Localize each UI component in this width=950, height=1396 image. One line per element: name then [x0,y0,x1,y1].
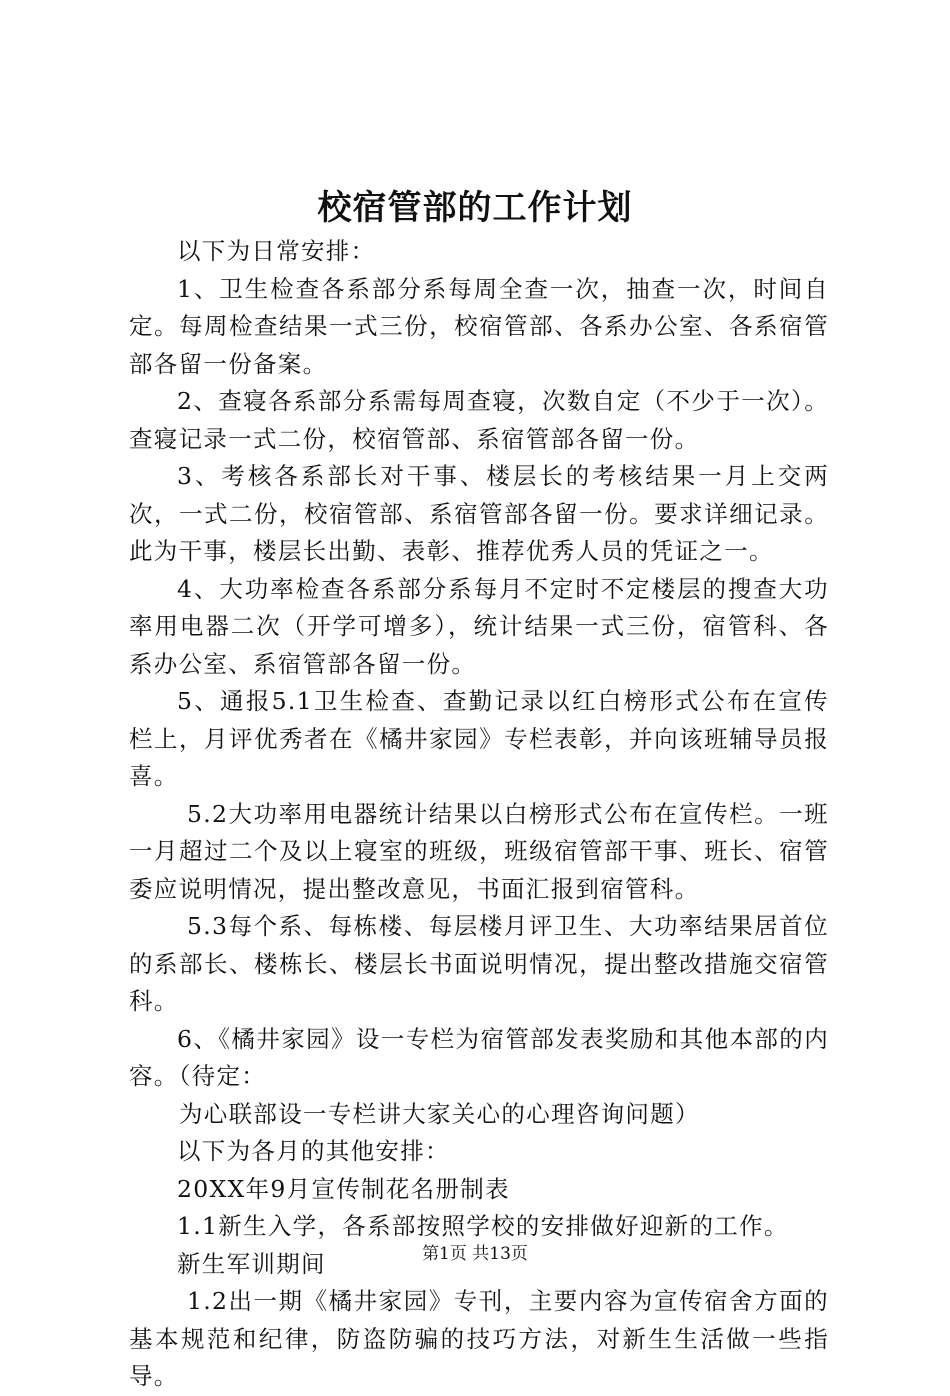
page-number-footer: 第1页 共13页 [422,1244,528,1264]
paragraph-monthly-intro: 以下为各月的其他安排： [177,1137,450,1165]
paragraph-item-5-2: 5.2大功率用电器统计结果以白榜形式公布在宣传栏。一班一月超过二个及以上寝室的班级，班级宿管部干事、班长、宿管委应说明情况，提出整改意见，书面汇报到宿管科。 [129,799,829,903]
paragraph-item-2: 2、查寝各系部分系需每周查寝，次数自定（不少于一次）。查寝记录一式二份，校宿管部、系宿管部各留一份。 [129,387,829,453]
paragraph-item-6-note: 为心联部设一专栏讲大家关心的心理咨询问题） [179,1099,700,1128]
paragraph-item-5-1: 5、通报5.1卫生检查、查勤记录以红白榜形式公布在宣传栏上，月评优秀者在《橘井家园》专栏表彰，并向该班辅导员报喜。 [129,687,829,790]
document-body [129,233,829,1396]
paragraph-september-heading: 20XX年9月宣传制花名册制表 [177,1174,510,1203]
document-title: 校宿管部的工作计划 [317,188,633,228]
paragraph-item-6: 6、《橘井家园》设一专栏为宿管部发表奖励和其他本部的内容。（待定： [129,1024,829,1090]
paragraph-item-4: 4、大功率检查各系部分系每月不定时不定楼层的搜查大功率用电器二次（开学可增多），统计结果一式三份，宿管科、各系办公室、系宿管部各留一份。 [129,574,829,678]
paragraph-item-3: 3、考核各系部长对干事、楼层长的考核结果一月上交两次，一式二份，校宿管部、系宿管部各留一份。要求详细记录。此为干事，楼层长出勤、表彰、推荐优秀人员的凭证之一。 [129,462,829,565]
paragraph-item-1-1: 1.1新生入学，各系部按照学校的安排做好迎新的工作。 [177,1212,789,1240]
paragraph-item-1-2: 1.2出一期《橘井家园》专刊，主要内容为宣传宿舍方面的基本规范和纪律，防盗防骗的技巧方法，对新生生活做一些指导。 [129,1287,829,1390]
paragraph-daily-intro: 以下为日常安排： [177,237,376,265]
paragraph-item-1: 1、卫生检查各系部分系每周全查一次，抽查一次，时间自定。每周检查结果一式三份，校宿管部、各系办公室、各系宿管部各留一份备案。 [129,274,829,378]
paragraph-military-training: 新生军训期间 [177,1249,326,1278]
paragraph-item-5-3: 5.3每个系、每栋楼、每层楼月评卫生、大功率结果居首位的系部长、楼栋长、楼层长书面说明情况，提出整改措施交宿管科。 [129,912,829,1015]
